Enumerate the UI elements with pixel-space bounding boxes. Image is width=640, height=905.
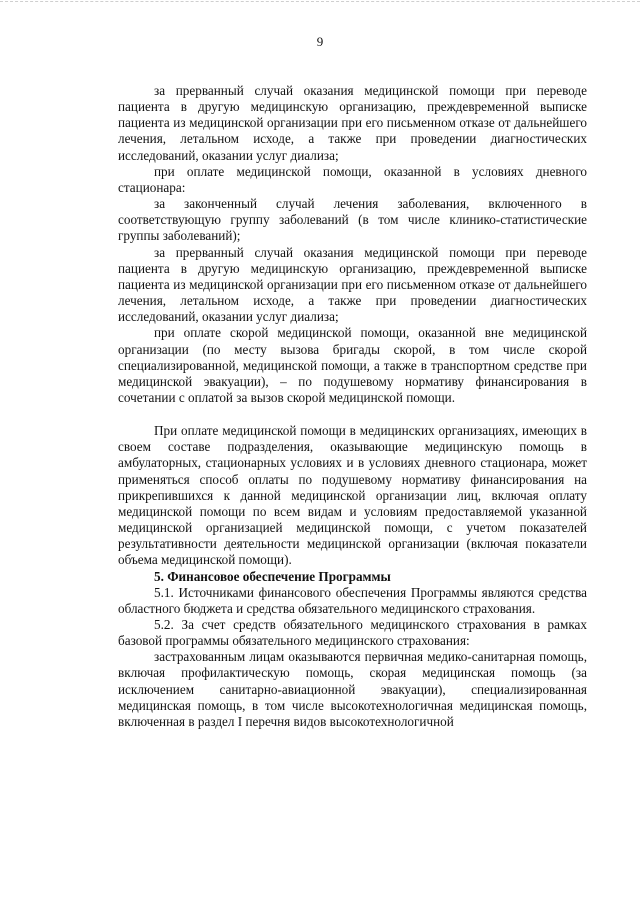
section-heading: 5. Финансовое обеспечение Программы xyxy=(154,568,391,584)
paragraph: при оплате скорой медицинской помощи, оказанной вне медицинской организации (по месту вызова бригады скорой, в том числе скорой специализированной, медицинской помощи, а также в транспортном средстве при медицинской эвакуации), – по подушевому нормативу финансирования в сочетании с оплатой за вызов скорой медицинской помощи. xyxy=(118,325,587,405)
paragraph: 5.2. За счет средств обязательного медицинского страхования в рамках базовой программы обязательного медицинского страхования: xyxy=(118,617,587,649)
paragraph: за прерванный случай оказания медицинской помощи при переводе пациента в другую медицинскую организацию, преждевременной выписке пациента из медицинской организации при его письменном отказе от дальнейшего лечения, летальном исходе, а также при проведении диагностических исследований, оказании услуг диализа; xyxy=(118,83,587,163)
page-top-edge xyxy=(0,1,640,2)
paragraph: за законченный случай лечения заболевания, включенного в соответствующую группу заболеваний (в том числе клинико-статистические группы заболеваний); xyxy=(118,196,587,244)
paragraph: застрахованным лицам оказываются первичная медико-санитарная помощь, включая профилактическую помощь, скорая медицинская помощь (за исключением санитарно-авиационной эвакуации), специализированная медицинская помощь, в том числе высокотехнологичная медицинская помощь, включенная в раздел I перечня видов высокотехнологичной xyxy=(118,649,587,729)
paragraph: за прерванный случай оказания медицинской помощи при переводе пациента в другую медицинскую организацию, преждевременной выписке пациента из медицинской организации при его письменном отказе от дальнейшего лечения, летальном исходе, а также при проведении диагностических исследований, оказании услуг диализа; xyxy=(118,244,587,325)
page-number: 9 xyxy=(316,34,324,49)
paragraph: При оплате медицинской помощи в медицинских организациях, имеющих в своем составе подразделения, оказывающие медицинскую помощь в амбулаторных, стационарных условиях и в условиях дневного стационара, может применяться способ оплаты по подушевому нормативу финансирования на прикрепившихся к данной медицинской организации лиц, включая оплату медицинской помощи по всем видам и условиям предоставляемой указанной медицинской организацией медицинской помощи, с учетом показателей результативности деятельности медицинской организации (включая показатели объема медицинской помощи). xyxy=(118,423,587,568)
paragraph: 5.1. Источниками финансового обеспечения Программы являются средства областного бюджета и средства обязательного медицинского страхования. xyxy=(118,584,587,616)
paragraph: при оплате медицинской помощи, оказанной в условиях дневного стационара: xyxy=(118,163,587,195)
document-body xyxy=(118,83,587,730)
